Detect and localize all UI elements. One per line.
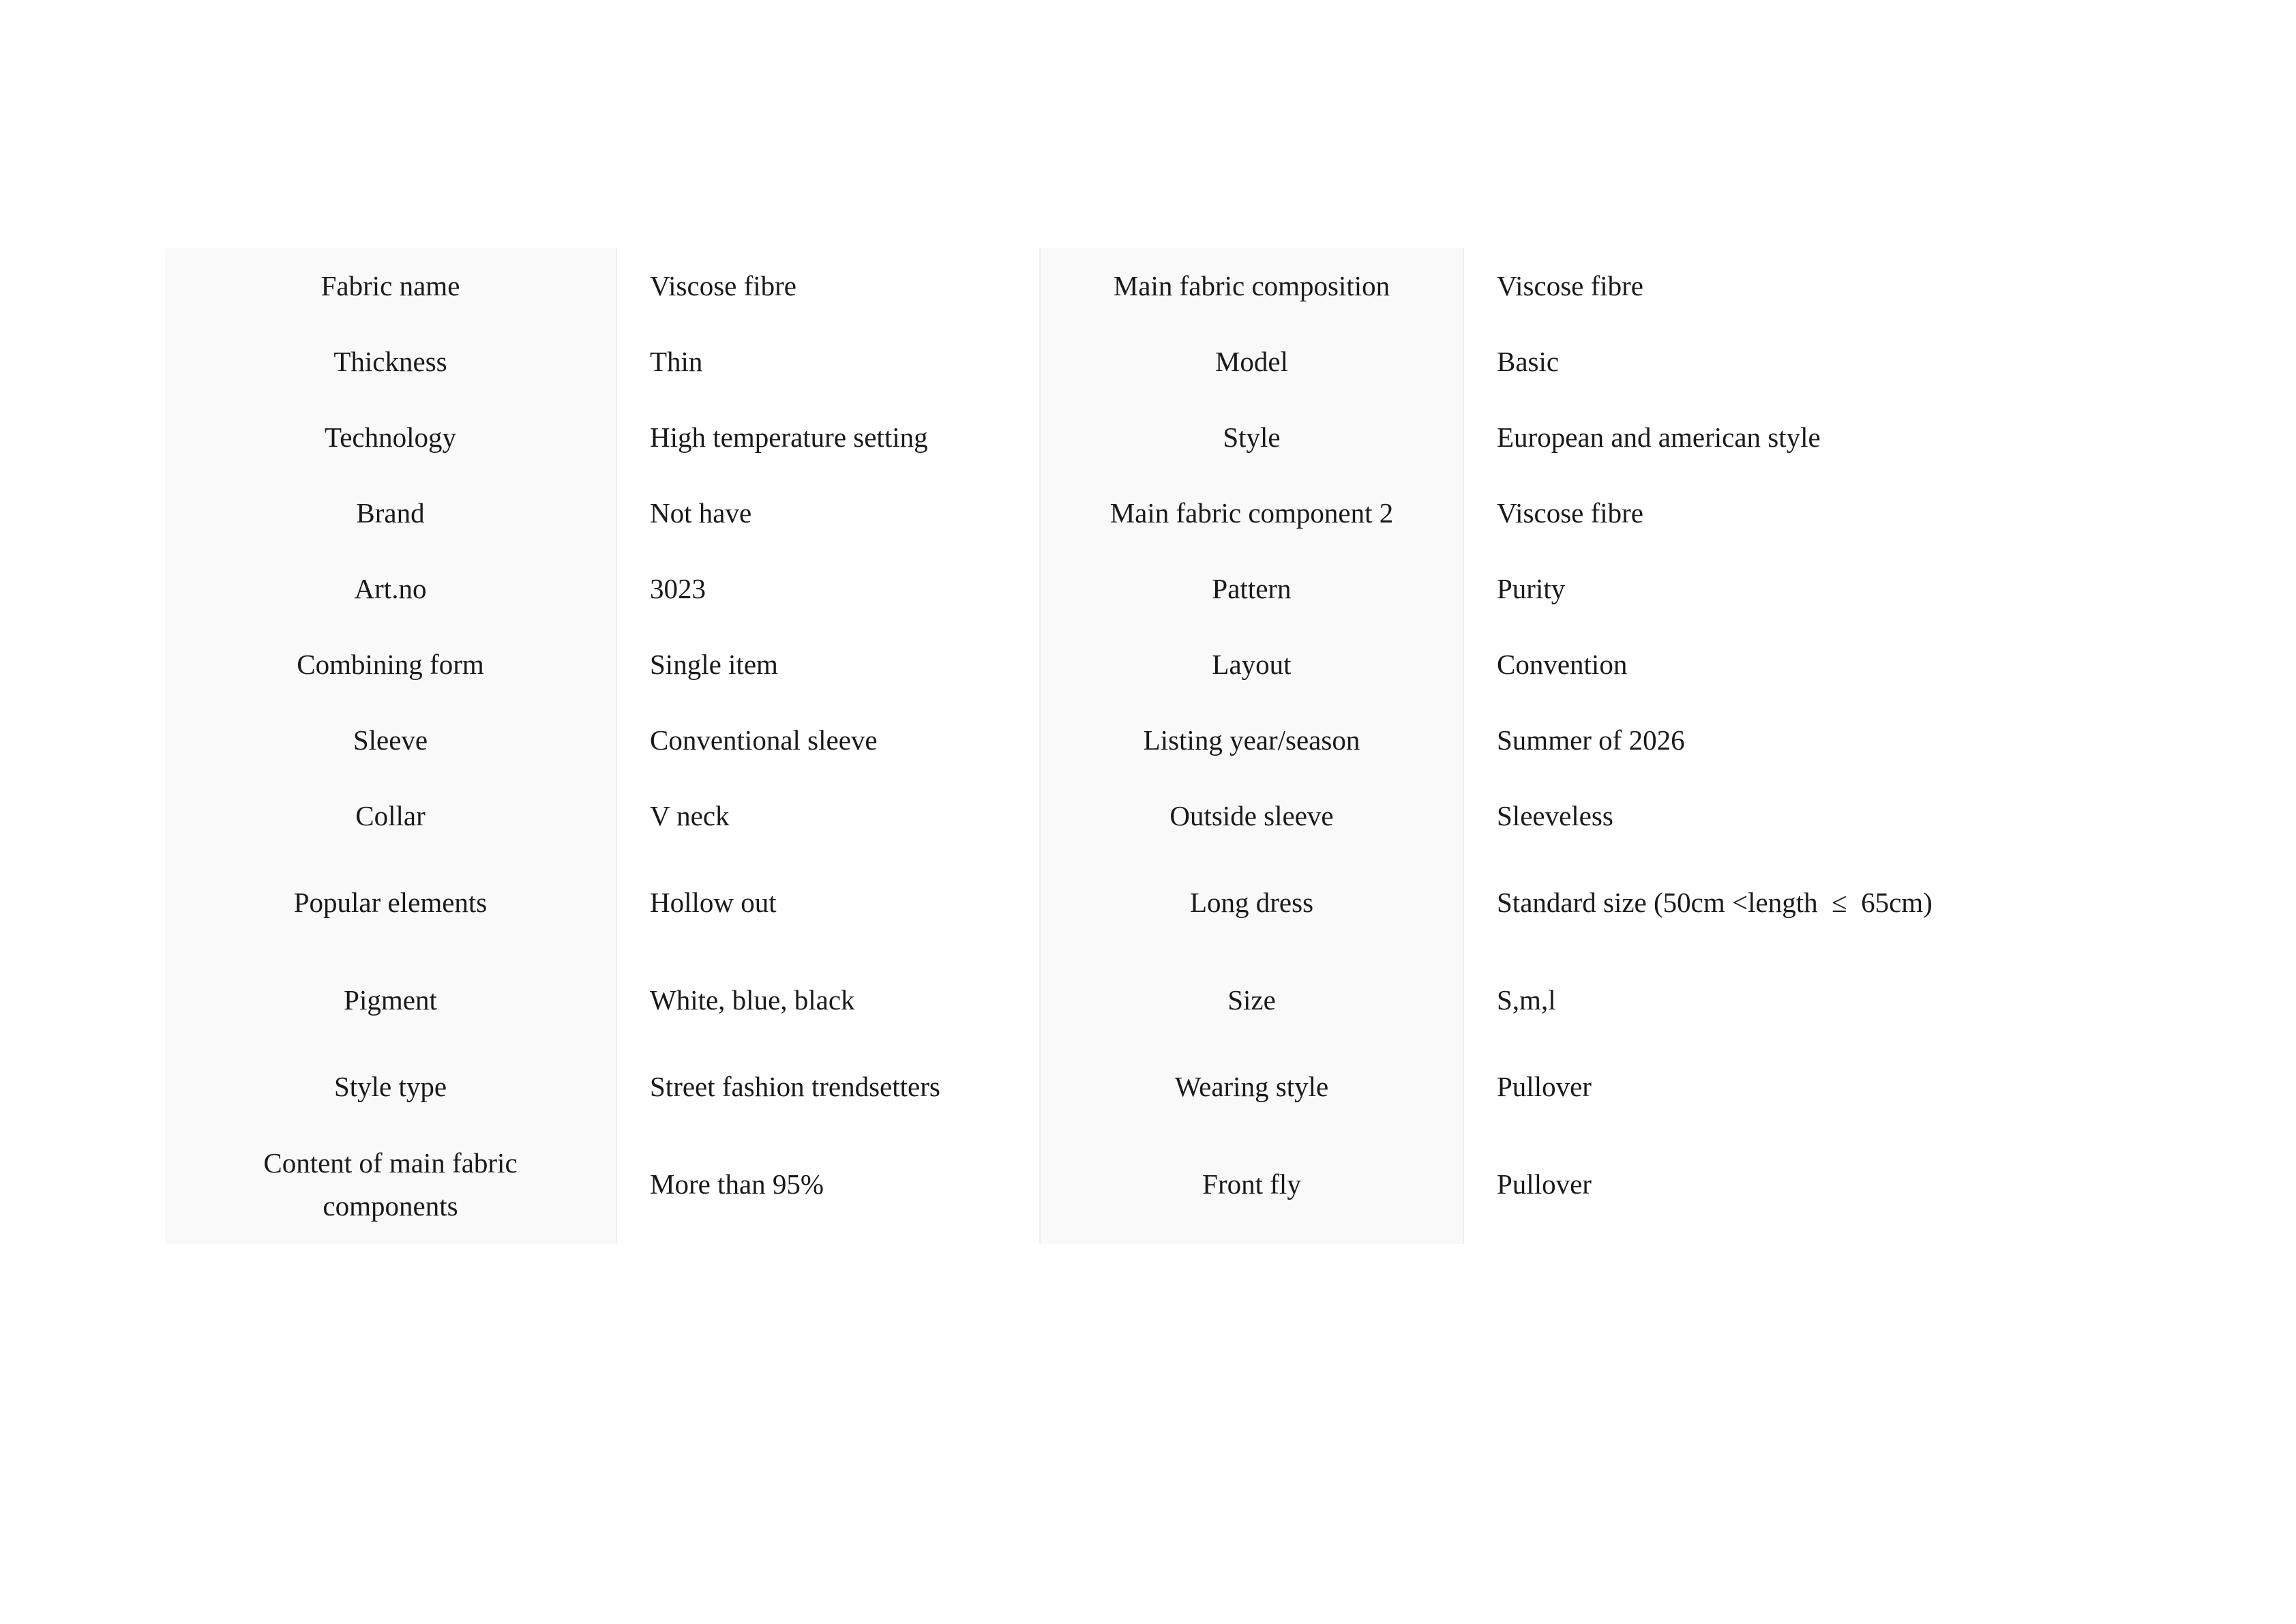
table-row <box>165 951 1956 1049</box>
attribute-label: Main fabric component 2 <box>1040 475 1463 551</box>
attribute-value: Viscose fibre <box>1463 248 1956 324</box>
attribute-value: Not have <box>616 475 1040 551</box>
attribute-label: Pattern <box>1040 551 1463 627</box>
table-row <box>165 778 1956 854</box>
attribute-value: Basic <box>1463 324 1956 400</box>
attribute-label: Sleeve <box>165 703 616 778</box>
table-row <box>165 400 1956 475</box>
attribute-label: Size <box>1040 951 1463 1049</box>
table-row <box>165 324 1956 400</box>
table-row <box>165 551 1956 627</box>
attribute-label: Thickness <box>165 324 616 400</box>
attribute-label: Layout <box>1040 627 1463 703</box>
table-row <box>165 248 1956 324</box>
attribute-label: Art.no <box>165 551 616 627</box>
attribute-value: S,m,l <box>1463 951 1956 1049</box>
attribute-value: Viscose fibre <box>1463 475 1956 551</box>
attribute-label: Combining form <box>165 627 616 703</box>
attribute-value: White, blue, black <box>616 951 1040 1049</box>
attribute-value: Conventional sleeve <box>616 703 1040 778</box>
attribute-value: Hollow out <box>616 854 1040 951</box>
attribute-value: Summer of 2026 <box>1463 703 1956 778</box>
attribute-label: Technology <box>165 400 616 475</box>
attribute-label: Long dress <box>1040 854 1463 951</box>
attribute-label: Fabric name <box>165 248 616 324</box>
attribute-value: 3023 <box>616 551 1040 627</box>
attribute-label: Outside sleeve <box>1040 778 1463 854</box>
attribute-value: Standard size (50cm <length ≤ 65cm) <box>1463 854 1956 951</box>
product-attributes-table <box>165 248 1956 1244</box>
table-row <box>165 854 1956 951</box>
attribute-label: Content of main fabric components <box>165 1125 616 1244</box>
attribute-label: Front fly <box>1040 1125 1463 1244</box>
attribute-value: Viscose fibre <box>616 248 1040 324</box>
table-row <box>165 475 1956 551</box>
attribute-label: Style <box>1040 400 1463 475</box>
attribute-label: Popular elements <box>165 854 616 951</box>
attribute-value: Pullover <box>1463 1049 1956 1125</box>
table-row <box>165 627 1956 703</box>
attribute-value: Single item <box>616 627 1040 703</box>
attribute-label: Main fabric composition <box>1040 248 1463 324</box>
attribute-value: Pullover <box>1463 1125 1956 1244</box>
attribute-value: Sleeveless <box>1463 778 1956 854</box>
attribute-label: Pigment <box>165 951 616 1049</box>
attribute-value: High temperature setting <box>616 400 1040 475</box>
attribute-label: Listing year/season <box>1040 703 1463 778</box>
attribute-value: Street fashion trendsetters <box>616 1049 1040 1125</box>
attribute-label: Brand <box>165 475 616 551</box>
attribute-value: More than 95% <box>616 1125 1040 1244</box>
attribute-label: Wearing style <box>1040 1049 1463 1125</box>
attribute-value: V neck <box>616 778 1040 854</box>
attribute-value: Convention <box>1463 627 1956 703</box>
attribute-label: Style type <box>165 1049 616 1125</box>
table-row <box>165 1125 1956 1244</box>
attribute-value: Purity <box>1463 551 1956 627</box>
attribute-label: Model <box>1040 324 1463 400</box>
attribute-label: Collar <box>165 778 616 854</box>
attribute-value: Thin <box>616 324 1040 400</box>
attribute-value: European and american style <box>1463 400 1956 475</box>
table-row <box>165 1049 1956 1125</box>
table-row <box>165 703 1956 778</box>
